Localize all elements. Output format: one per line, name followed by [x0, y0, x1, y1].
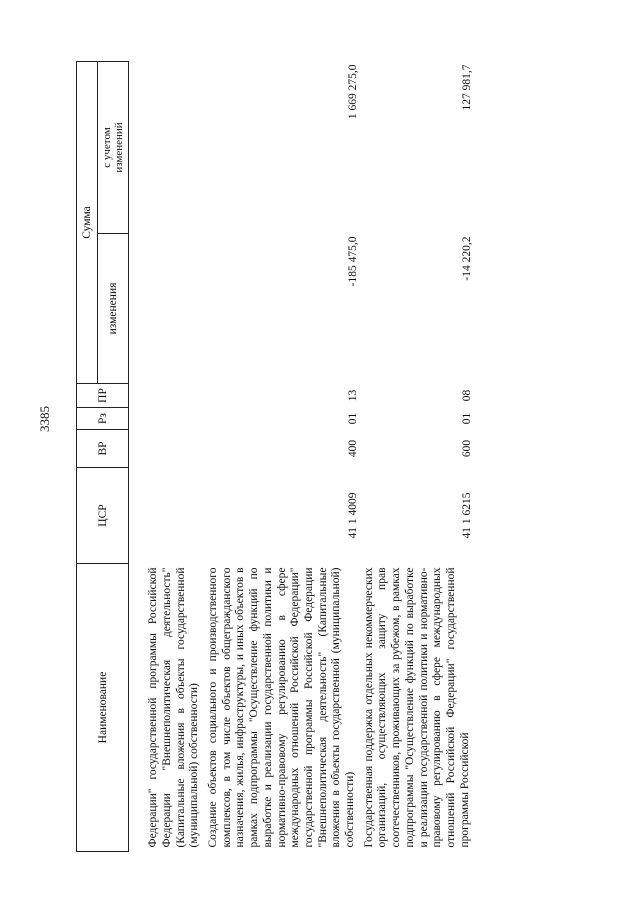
table-row [203, 61, 359, 851]
table-row [359, 61, 474, 851]
row-csr: 41 1 6215 [461, 492, 474, 539]
row-vr: 400 [346, 439, 359, 458]
row-vr: 600 [461, 439, 474, 458]
row-pr: 08 [461, 389, 474, 402]
row-total [129, 61, 204, 233]
row-pr: 13 [346, 389, 359, 402]
table-row [129, 61, 204, 851]
row-name: Государственная поддержка отдельных некоммерческих организаций, осуществляющих защиту прав соотечественников, проживающих за рубежом, в рамках подпрограммы "Осуществление функций по выработке и реализации государственной политики и нормативно-правовому регулированию в сфере международных отношений Российской Федерации" государственной программы Российской [362, 567, 471, 848]
row-rz: 01 [461, 412, 474, 425]
header-sum: Сумма [77, 61, 98, 383]
row-pr [129, 384, 204, 408]
row-change [129, 234, 204, 384]
header-vr: ВР [77, 430, 129, 468]
header-name: Наименование [77, 564, 129, 852]
header-with-changes-line2: изменений [113, 122, 125, 173]
header-rz: Рз [77, 408, 129, 430]
header-change: изменения [98, 234, 129, 384]
header-csr: ЦСР [77, 468, 129, 564]
page-number: 3385 [37, 406, 52, 432]
rotated-table-page [76, 62, 616, 852]
header-pr: ПР [77, 384, 129, 408]
row-csr: 41 1 4009 [346, 492, 359, 539]
row-change: -185 475,0 [346, 236, 359, 287]
row-change: -14 220,2 [461, 236, 474, 281]
budget-table [76, 61, 473, 852]
row-rz: 01 [346, 412, 359, 425]
header-with-changes-line1: с учетом [101, 127, 113, 168]
row-vr [129, 430, 204, 468]
row-csr [129, 468, 204, 564]
row-name: Создание объектов социального и производственного комплексов, в том числе объектов общегражданского назначения, жилья, инфраструктуры, и иных объектов в рамках подпрограммы "Осуществление функций по выработке и реализации государственной политики и нормативно-правовому регулированию в сфере международных отношений Российской Федерации" государственной программы Российской Федерации "Внешнеполитическая деятельность" (Капитальные вложения в объекты государственной (муниципальной) собственности) [207, 567, 357, 848]
row-rz [129, 408, 204, 430]
row-name: Федерации" государственной программы Российской Федерации "Внешнеполитическая деятельность" (Капитальные вложения в объекты государственной (муниципальной) собственности) [147, 567, 201, 848]
header-with-changes [98, 61, 129, 233]
row-total: 127 981,7 [461, 64, 474, 111]
row-total: 1 669 275,0 [346, 64, 359, 120]
